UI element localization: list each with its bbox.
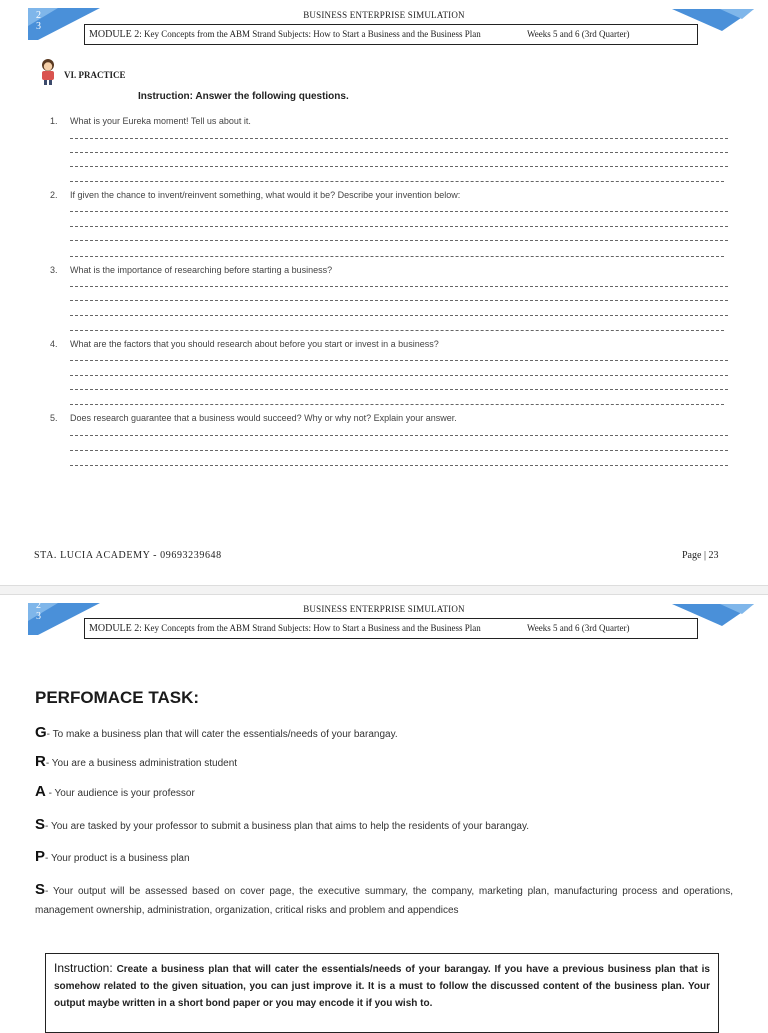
performance-task-instruction-box [45, 953, 719, 1033]
grasp-item-role: R- You are a business administration student [35, 753, 238, 770]
module-text: : Key Concepts from the ABM Strand Subjects: How to Start a Business and the Business Plan [139, 29, 481, 39]
header-title: BUSINESS ENTERPRISE SIMULATION [303, 604, 465, 614]
student-avatar-icon [38, 58, 58, 86]
answer-line[interactable] [70, 211, 728, 212]
grasp-item-product: P- Your product is a business plan [35, 848, 190, 865]
answer-line[interactable] [70, 330, 724, 331]
module-weeks: Weeks 5 and 6 (3rd Quarter) [527, 29, 630, 39]
answer-line[interactable] [70, 181, 724, 182]
page-separator [0, 585, 768, 595]
footer-page-number: Page | 23 [682, 550, 719, 561]
module-text: : Key Concepts from the ABM Strand Subjects: How to Start a Business and the Business Plan [139, 623, 481, 633]
answer-line[interactable] [70, 360, 728, 361]
answer-line[interactable] [70, 375, 728, 376]
instruction-text: Create a business plan that will cater the essentials/needs of your barangay. If you have a previous business plan that is somehow related to the given situation, you can just improve it. It is a must to follow the discussed content of the business plan. Your output maybe written in a short bond paper or you may encode it if you wish to. [54, 964, 710, 1009]
question-number: 5. [50, 413, 58, 423]
header-title: BUSINESS ENTERPRISE SIMULATION [303, 10, 465, 20]
answer-line[interactable] [70, 256, 724, 257]
module-weeks: Weeks 5 and 6 (3rd Quarter) [527, 623, 630, 633]
module-label: MODULE 2 [89, 623, 140, 634]
module-box [84, 24, 698, 45]
answer-line[interactable] [70, 240, 728, 241]
answer-line[interactable] [70, 166, 728, 167]
page-tab-number: 2 3 [36, 10, 41, 32]
instruction-lead: Instruction: [54, 961, 113, 975]
question-text: If given the chance to invent/reinvent something, what would it be? Describe your invention below: [70, 190, 461, 200]
answer-line[interactable] [70, 315, 728, 316]
question-text: Does research guarantee that a business would succeed? Why or why not? Explain your answer. [70, 413, 457, 423]
performance-task-title: PERFOMACE TASK: [35, 688, 200, 707]
answer-line[interactable] [70, 300, 728, 301]
question-number: 1. [50, 116, 58, 126]
question-text: What are the factors that you should research about before you start or invest in a business? [70, 339, 439, 349]
question-number: 4. [50, 339, 58, 349]
grasp-item-standards: S- Your output will be assessed based on cover page, the executive summary, the company, marketing plan, manufacturing process and operations, management ownership, administration, organization, critical risks and problem and appendices [35, 881, 733, 916]
practice-section-label: VI. PRACTICE [64, 70, 126, 80]
answer-line[interactable] [70, 435, 728, 436]
module-box [84, 618, 698, 639]
page-tab-number: 2 3 [36, 600, 41, 622]
grasp-item-situation: S- You are tasked by your professor to submit a business plan that aims to help the residents of your barangay. [35, 816, 529, 833]
module-label: MODULE 2 [89, 29, 140, 40]
question-text: What is the importance of researching before starting a business? [70, 265, 333, 275]
question-number: 3. [50, 265, 58, 275]
answer-line[interactable] [70, 465, 728, 466]
question-text: What is your Eureka moment! Tell us about it. [70, 116, 251, 126]
footer-school: STA. LUCIA ACADEMY - 09693239648 [34, 550, 222, 561]
answer-line[interactable] [70, 389, 728, 390]
answer-line[interactable] [70, 152, 728, 153]
practice-instruction: Instruction: Answer the following questions. [138, 91, 349, 102]
answer-line[interactable] [70, 450, 728, 451]
grasp-item-audience: A - Your audience is your professor [35, 783, 195, 800]
question-number: 2. [50, 190, 58, 200]
answer-line[interactable] [70, 404, 724, 405]
grasp-item-goal: G- To make a business plan that will cater the essentials/needs of your barangay. [35, 724, 398, 741]
answer-line[interactable] [70, 286, 728, 287]
answer-line[interactable] [70, 226, 728, 227]
answer-line[interactable] [70, 138, 728, 139]
